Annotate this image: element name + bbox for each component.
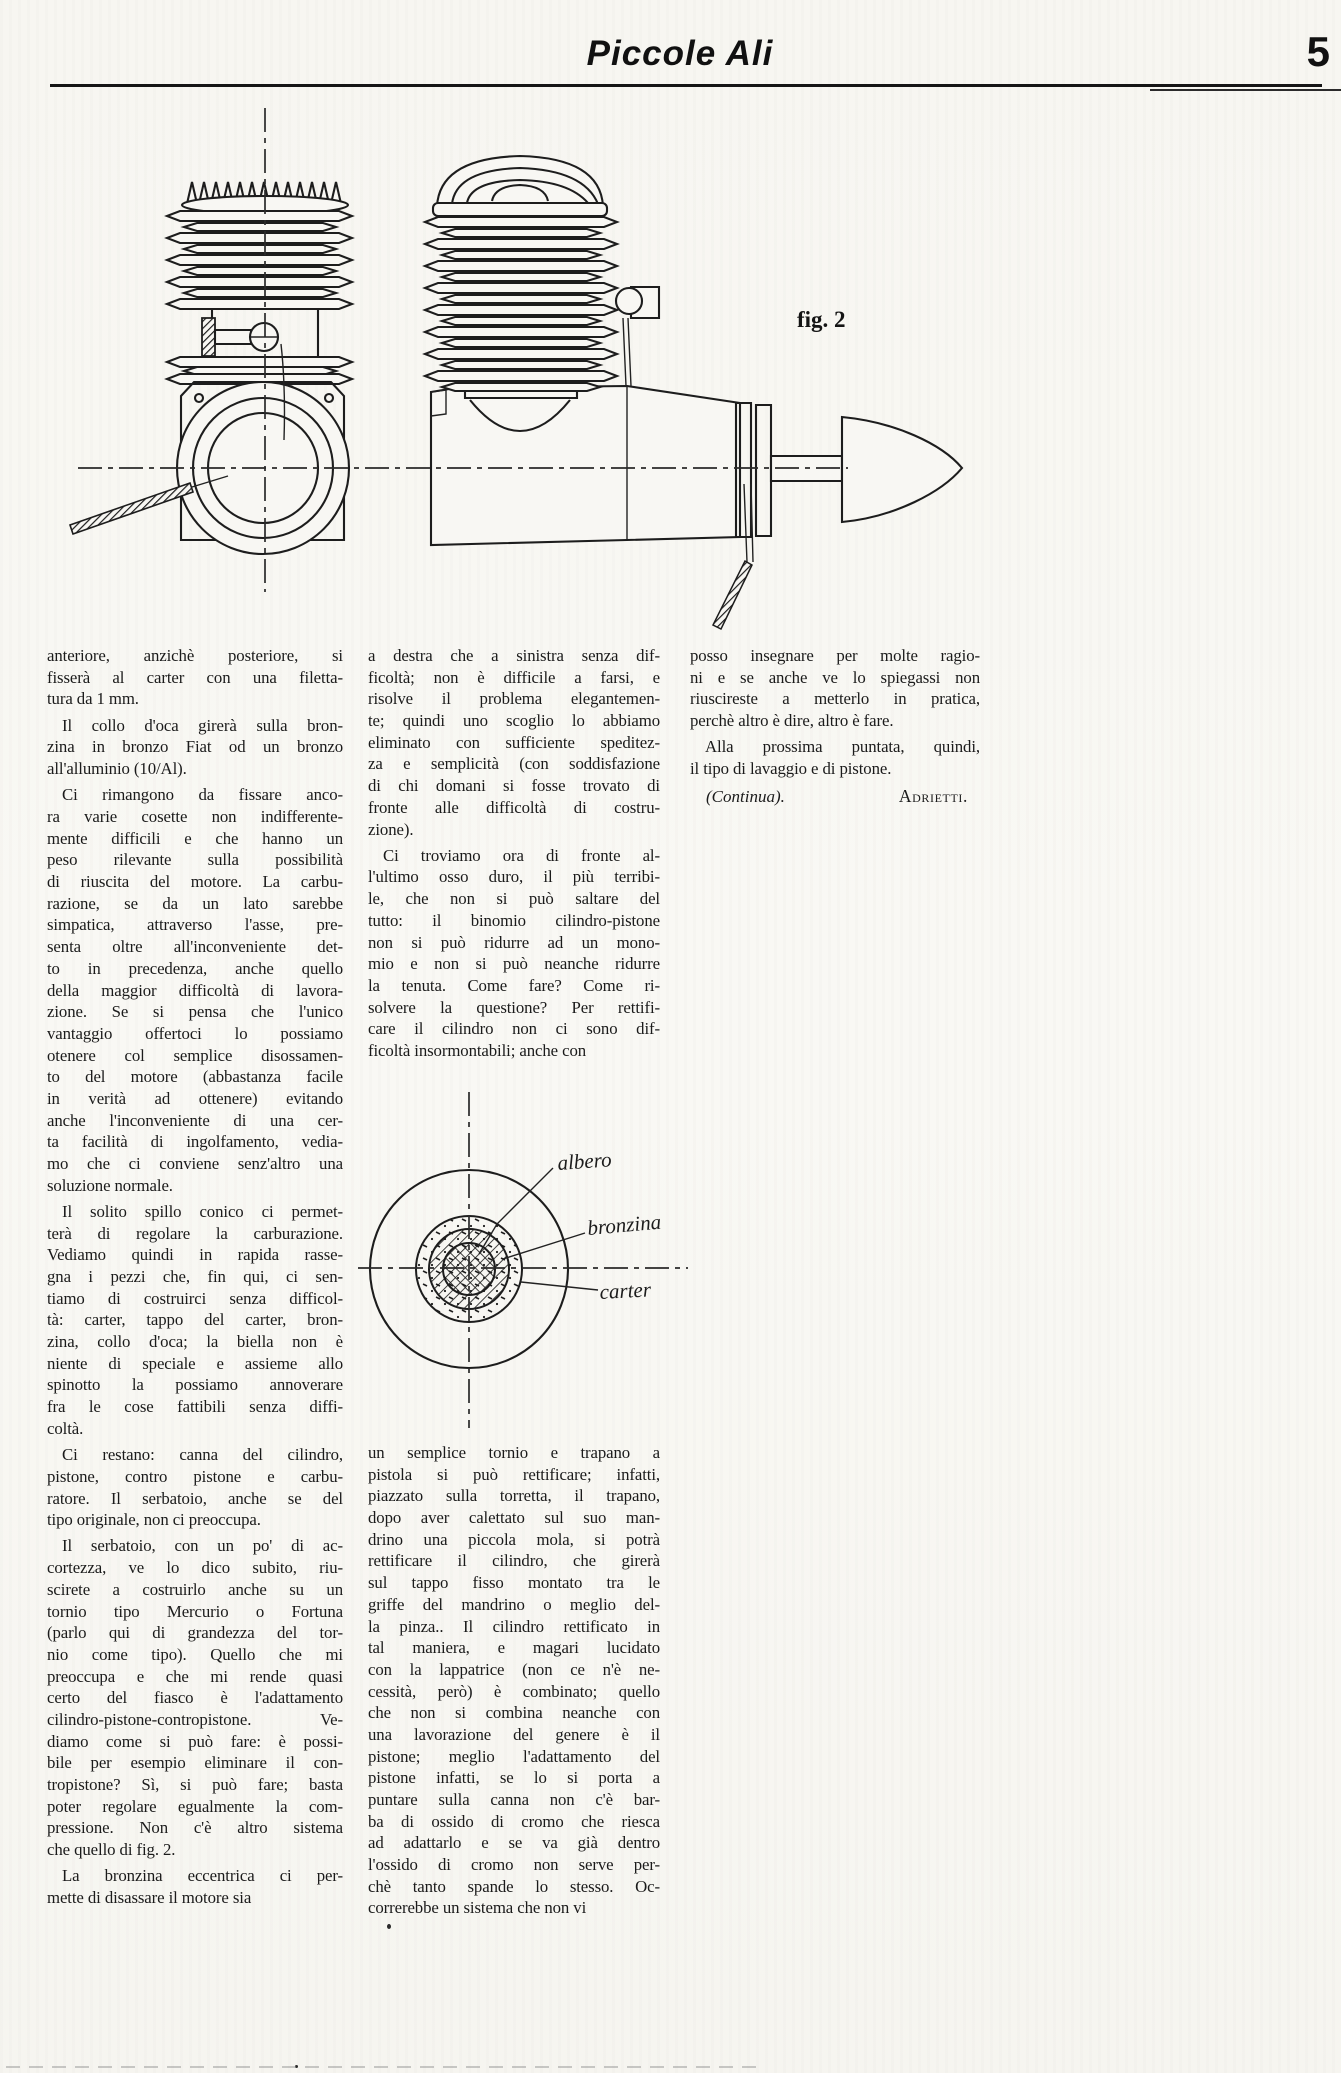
- text-line: zione).: [368, 819, 414, 839]
- spinner-cone: [842, 417, 962, 522]
- text-line: piazzato sulla torretta, il trapano,: [368, 1486, 660, 1506]
- engine-front-view: [70, 108, 352, 592]
- header-rule-right: [1150, 89, 1341, 91]
- text-line: che non si combina neanche con: [368, 1703, 660, 1723]
- text-line: Ci troviamo ora di fronte al-: [383, 845, 660, 865]
- text-line: preoccupa e che mi rende quasi: [47, 1666, 343, 1686]
- text-line: soluzione normale.: [47, 1175, 173, 1195]
- paragraph: [47, 1201, 343, 1440]
- text-line: le, che non si può saltare del: [368, 889, 660, 909]
- continuation-note: (Continua).: [706, 787, 785, 806]
- carter-leader: [521, 1282, 598, 1290]
- text-line: drino una piccola mola, si potrà: [368, 1529, 660, 1549]
- text-line: ni e se anche ve lo spiegassi non: [690, 667, 980, 687]
- text-line: correrebbe un sistema che non vi: [368, 1898, 587, 1918]
- text-line: puntare sulla canna non c'è bar-: [368, 1790, 660, 1809]
- text-line: tornio tipo Mercurio o Fortuna: [47, 1601, 343, 1621]
- text-line: otenere col semplice disossamen-: [47, 1045, 343, 1065]
- paragraph: [690, 736, 980, 779]
- text-line: to in precedenza, anche quello: [47, 958, 343, 978]
- text-column-1: [47, 645, 343, 1913]
- text-line: tutto: il binomio cilindro-pistone: [368, 910, 660, 930]
- text-line: zina, collo d'oca; la biella non è: [47, 1332, 343, 1352]
- text-line: scirete a costruirlo anche su un: [47, 1579, 343, 1599]
- text-line: eliminato con sufficiente speditez-: [368, 732, 660, 752]
- text-line: della maggior difficoltà di lavora-: [47, 980, 343, 1000]
- text-line: all'alluminio (10/Al).: [47, 759, 187, 779]
- text-line: pistone, contro pistone e carbu-: [47, 1466, 343, 1486]
- paragraph: [690, 645, 980, 732]
- text-line: tiamo di costruirci senza difficol-: [47, 1288, 343, 1308]
- text-line: Ci restano: canna del cilindro,: [62, 1445, 343, 1465]
- text-line: pistola si può rettificare; infatti,: [368, 1464, 660, 1484]
- text-line: anche l'inconveniente di una cer-: [47, 1110, 343, 1130]
- text-line: l'ultimo osso duro, il più terribi-: [368, 867, 660, 887]
- text-line: Il serbatoio, con un po' di ac-: [62, 1536, 343, 1556]
- text-line: Il collo d'oca girerà sulla bron-: [62, 715, 343, 735]
- paragraph: [368, 1442, 660, 1919]
- text-line: vantaggio offertoci lo possiamo: [47, 1023, 343, 1043]
- text-line: ba di ossido di cromo che riesca: [368, 1811, 660, 1831]
- article-signature: [692, 786, 974, 807]
- compression-lever: [713, 561, 752, 629]
- text-line: Alla prossima puntata, quindi,: [705, 737, 980, 757]
- text-line: terà di regolare la carburazione.: [47, 1223, 343, 1243]
- text-line: fronte alle difficoltà di costru-: [368, 797, 660, 817]
- text-line: pressione. Non c'è altro sistema: [47, 1818, 343, 1838]
- text-line: diamo come si può fare: è possi-: [47, 1731, 343, 1751]
- text-line: ad adattarlo e se va già dentro: [368, 1833, 660, 1853]
- page-title: Piccole Ali: [586, 34, 774, 73]
- text-line: ficoltà; non è difficile a farsi, e: [368, 667, 660, 687]
- author-name: Adrietti.: [898, 786, 968, 806]
- text-line: cessità, però) è combinato; quello: [368, 1681, 660, 1701]
- text-line: di riuscita del motore. La carbu-: [47, 872, 343, 892]
- text-line: il tipo di lavaggio e di pistone.: [690, 759, 892, 779]
- paragraph: [368, 645, 660, 840]
- text-line: cilindro-pistone-contropistone. Ve-: [47, 1709, 343, 1729]
- text-column-3: [690, 645, 980, 784]
- text-line: La bronzina eccentrica ci per-: [62, 1866, 343, 1886]
- text-line: coltà.: [47, 1418, 84, 1438]
- page-number: 5: [1306, 28, 1330, 75]
- text-line: peso rilevante sulla possibilità: [47, 850, 343, 870]
- text-line: che quello di fig. 2.: [47, 1840, 176, 1860]
- text-line: mente difficili e che hanno un: [47, 828, 343, 848]
- text-column-2-below-figure: [368, 1442, 660, 1924]
- text-line: simpatica, attraverso l'asse, pre-: [47, 915, 343, 935]
- text-line: ta facilità di ingolfamento, vedia-: [47, 1132, 343, 1152]
- text-line: una lavorazione del genere è il: [368, 1724, 660, 1744]
- text-line: cortezza, ve lo dico subito, riu-: [47, 1558, 343, 1578]
- text-line: fra le cose fattibili senza diffi-: [47, 1397, 343, 1417]
- paragraph: [368, 845, 660, 1062]
- text-line: pistone infatti, se lo si porta a: [368, 1768, 660, 1788]
- text-line: Vediamo quindi in rapida rasse-: [47, 1245, 343, 1265]
- text-line: tropistone? Sì, si può fare; basta: [47, 1775, 343, 1795]
- text-line: griffe del mandrino o meglio del-: [368, 1594, 660, 1614]
- text-line: solvere la questione? Per rettifi-: [368, 997, 660, 1017]
- text-line: poter regolare egualmente la com-: [47, 1796, 343, 1816]
- paragraph: [47, 1535, 343, 1860]
- text-line: l'ossido di cromo non serve per-: [368, 1855, 660, 1875]
- crankcase-diagram: [280, 1080, 700, 1440]
- text-line: tal maniera, e magari lucidato: [368, 1638, 660, 1658]
- text-line: Ci rimangono da fissare anco-: [62, 785, 343, 805]
- text-line: mo che ci conviene senz'altro una: [47, 1154, 343, 1173]
- text-line: gna i pezzi che, fin qui, ci sen-: [47, 1267, 343, 1287]
- paragraph: [47, 715, 343, 780]
- text-line: perchè altro è dire, altro è fare.: [690, 711, 894, 731]
- text-line: zione. Se si pensa che l'unico: [47, 1002, 343, 1022]
- text-line: la pinza.. Il cilindro rettificato in: [368, 1616, 660, 1636]
- text-line: niente di speciale e assieme allo: [47, 1353, 343, 1373]
- header-rule: [50, 84, 1322, 87]
- text-line: in verità ad ottenere) evitando: [47, 1088, 343, 1108]
- text-line: posso insegnare per molte ragio-: [690, 646, 980, 665]
- text-line: te; quindi uno scoglio lo abbiamo: [368, 711, 660, 731]
- text-line: ratore. Il serbatoio, anche se del: [47, 1488, 343, 1508]
- text-line: to del motore (abbastanza facile: [47, 1067, 343, 1087]
- text-line: di chi domani si fosse trovato di: [368, 776, 660, 796]
- text-line: riuscireste a metterlo in pratica,: [690, 689, 980, 709]
- bronzina-label: bronzina: [586, 1209, 663, 1240]
- albero-label: albero: [556, 1147, 613, 1175]
- paragraph: [47, 1444, 343, 1531]
- text-line: con la lappatrice (non ce n'è ne-: [368, 1659, 660, 1679]
- text-line: mio e non si può neanche ridurre: [368, 954, 660, 974]
- text-line: zina in bronzo Fiat od un bronzo: [47, 737, 343, 757]
- text-line: ficoltà insormontabili; anche con: [368, 1040, 587, 1060]
- text-line: fisserà al carter con una filetta-: [47, 667, 343, 687]
- needle-spraybar: [70, 483, 193, 534]
- text-line: senta oltre all'inconveniente det-: [47, 937, 343, 957]
- paragraph: [47, 784, 343, 1196]
- text-line: Il solito spillo conico ci permet-: [62, 1201, 343, 1221]
- text-line: dopo aver calettato sul suo man-: [368, 1508, 660, 1528]
- text-line: care il cilindro non ci sono dif-: [368, 1019, 660, 1039]
- scan-bottom-edge: [6, 2066, 758, 2068]
- text-line: spinotto la possiamo annoverare: [47, 1375, 343, 1395]
- text-line: ra varie cosette non indifferente-: [47, 807, 343, 826]
- ink-dot: [387, 1924, 391, 1929]
- text-line: sul tappo fisso montato tra le: [368, 1573, 660, 1593]
- text-line: non si può ridurre ad un mono-: [368, 932, 660, 952]
- cooling-fins-front: [167, 211, 352, 384]
- text-line: tà: carter, tappo del carter, bron-: [47, 1310, 343, 1330]
- text-line: razione, se da un lato sarebbe: [47, 893, 343, 913]
- text-line: za e semplicità (con soddisfazione: [368, 754, 660, 774]
- cooling-fins-side: [425, 217, 617, 391]
- text-line: risolve il problema elegantemen-: [368, 689, 660, 709]
- text-line: a destra che a sinistra senza dif-: [368, 646, 660, 665]
- engine-figure: [40, 100, 1000, 648]
- paragraph: [47, 1865, 343, 1908]
- text-line: tipo originale, non ci preoccupa.: [47, 1510, 261, 1530]
- needle-valve-disc-side: [616, 288, 642, 314]
- text-line: nio come tipo). Quello che mi: [47, 1644, 343, 1664]
- text-line: la tenuta. Come fare? Come ri-: [368, 975, 660, 995]
- text-line: mette di disassare il motore sia: [47, 1888, 252, 1908]
- text-line: pistone; meglio l'adattamento del: [368, 1746, 660, 1766]
- figure-caption: fig. 2: [797, 307, 846, 332]
- text-line: chè tanto spande lo stesso. Oc-: [368, 1876, 660, 1896]
- text-line: certo del fiasco è l'adattamento: [47, 1688, 343, 1708]
- text-line: tura da 1 mm.: [47, 689, 139, 709]
- text-line: un semplice tornio e trapano a: [368, 1443, 660, 1462]
- text-line: rettificare il cilindro, che girerà: [368, 1551, 660, 1571]
- text-column-2-above-figure: [368, 645, 660, 1066]
- carter-label: carter: [599, 1277, 652, 1304]
- paragraph: [47, 645, 343, 710]
- text-line: anteriore, anzichè posteriore, si: [47, 646, 343, 665]
- text-line: (parlo qui di grandezza del tor-: [47, 1623, 343, 1643]
- engine-side-view: [425, 156, 962, 629]
- text-line: bile per esempio eliminare il con-: [47, 1753, 343, 1773]
